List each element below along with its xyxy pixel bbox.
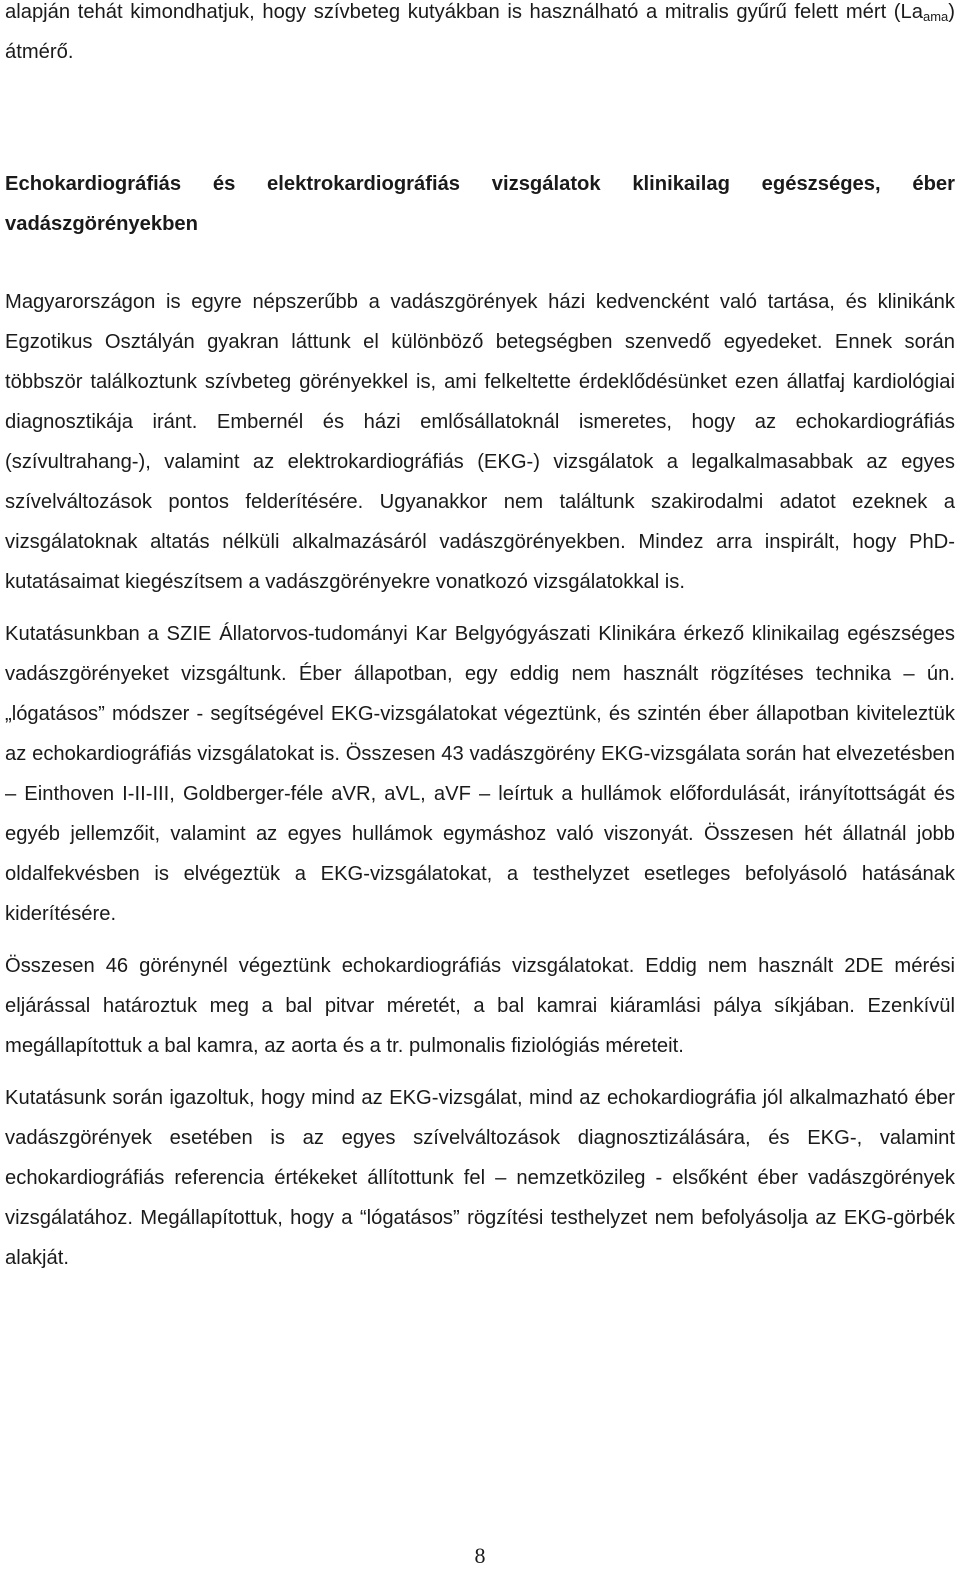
section-heading: Echokardiográfiás és elektrokardiográfiás vizsgálatok klinikailag egészséges, éber vadászgörényekben <box>5 173 955 235</box>
paragraph-conclusion: Kutatásunk során igazoltuk, hogy mind az EKG-vizsgálat, mind az echokardiográfia jól alkalmazható éber vadászgörények esetében is az egyes szívelváltozások diagnosztizálására, és EKG-, valamint echokardiográfiás referencia értékeket állítottunk fel – nemzetközileg - elsőként éber vadászgörények vizsgálatához. Megállapítottuk, hogy a “lógatásos” rögzítési testhelyzet nem befolyásolja az EKG-görbék alakját. <box>5 1087 955 1269</box>
document-page <box>5 0 955 1278</box>
intro-paragraph <box>5 0 955 72</box>
page-number: 8 <box>474 1543 486 1568</box>
paragraph-methods-ekg: Kutatásunkban a SZIE Állatorvos-tudományi Kar Belgyógyászati Klinikára érkező klinikailag egészséges vadászgörényeket vizsgáltunk. Éber állapotban, egy eddig nem használt rögzítéses technika – ún. „lógatásos” módszer - segítségével EKG-vizsgálatokat végeztünk, és szintén éber állapotban kiviteleztük az echokardiográfiás vizsgálatokat is. Összesen 43 vadászgörény EKG-vizsgálata során hat elvezetésben – Einthoven I-II-III, Goldberger-féle aVR, aVL, aVF – leírtuk a hullámok előfordulását, irányítottságát és egyéb jellemzőit, valamint az egyes hullámok egymáshoz való viszonyát. Összesen hét állatnál jobb oldalfekvésben is elvégeztük a EKG-vizsgálatokat, a testhelyzet esetleges befolyásoló hatásának kiderítésére. <box>5 623 955 925</box>
paragraph-methods-echo: Összesen 46 görénynél végeztünk echokardiográfiás vizsgálatokat. Eddig nem használt 2DE mérési eljárással határoztuk meg a bal pitvar méretét, a bal kamrai kiáramlási pálya síkjában. Ezenkívül megállapítottuk a bal kamra, az aorta és a tr. pulmonalis fiziológiás méreteit. <box>5 955 955 1057</box>
paragraph-motivation: Magyarországon is egyre népszerűbb a vadászgörények házi kedvencként való tartása, és klinikánk Egzotikus Osztályán gyakran láttunk el különböző betegségben szenvedő egyedeket. Ennek során többször találkoztunk szívbeteg görényekkel is, ami felkeltette érdeklődésünket ezen állatfaj kardiológiai diagnosztikája iránt. Embernél és házi emlősállatoknál ismeretes, hogy az echokardiográfiás (szívultrahang-), valamint az elektrokardiográfiás (EKG-) vizsgálatok a legalkalmasabbak az egyes szívelváltozások pontos felderítésére. Ugyanakkor nem találtunk szakirodalmi adatot ezeknek a vizsgálatoknak altatás nélküli alkalmazásáról vadászgörényekben. Mindez arra inspirált, hogy PhD-kutatásaimat kiegészítsem a vadászgörényekre vonatkozó vizsgálatokkal is. <box>5 291 955 593</box>
intro-subscript: ama <box>922 9 949 24</box>
intro-text-after: ) átmérő. <box>5 1 955 63</box>
intro-text-before: alapján tehát kimondhatjuk, hogy szívbeteg kutyákban is használható a mitralis gyűrű felett mért (La <box>5 1 923 23</box>
